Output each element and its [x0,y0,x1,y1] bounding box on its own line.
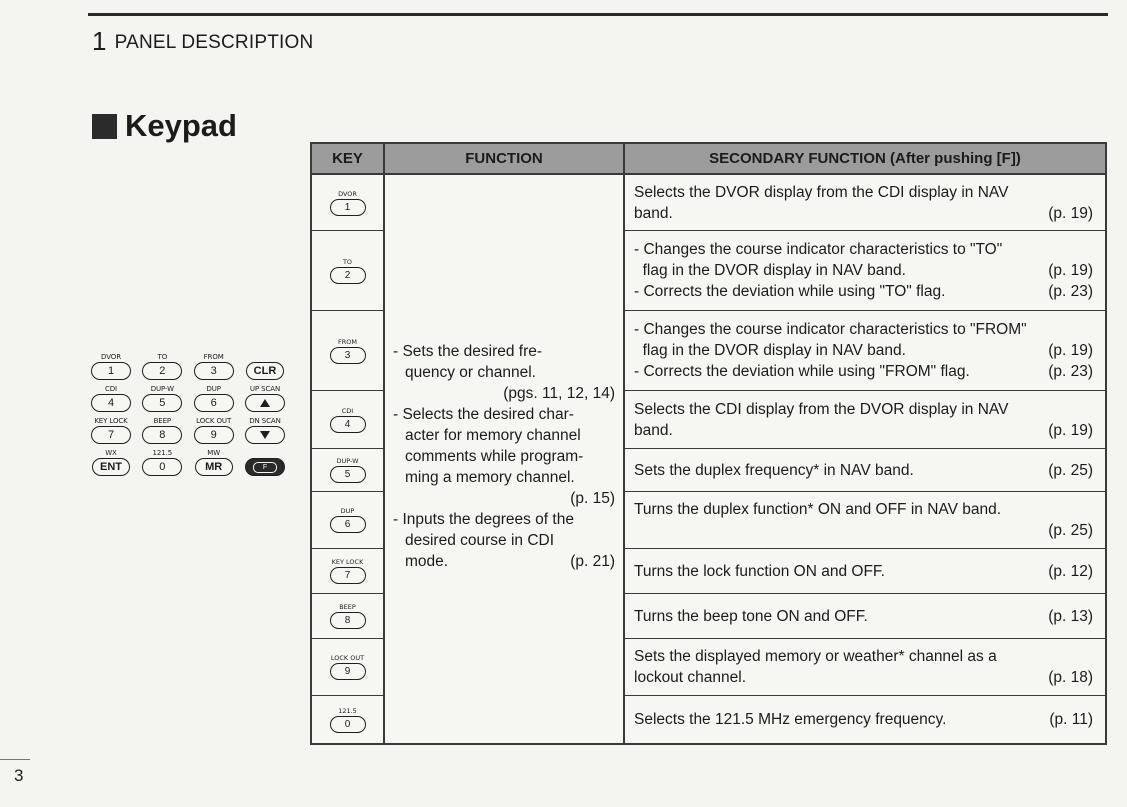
secondary-function-column [625,175,1105,743]
function-text: (p. 21) [570,553,615,570]
page-reference: (p. 11) [1049,711,1093,728]
page-reference: (p. 19) [1048,342,1093,359]
key-label: 9 [330,663,366,680]
secondary-text: lockout channel. [634,669,747,686]
secondary-text: - Corrects the deviation while using "FROM" flag. [634,363,970,380]
page-reference: (p. 19) [1048,204,1093,222]
table-body [312,175,1105,743]
key-caption: TO [342,257,353,266]
secondary-text: flag in the DVOR display in NAV band. [634,262,906,279]
function-line [393,404,615,425]
function-column [385,175,625,743]
table-row [625,231,1105,311]
secondary-text: Turns the beep tone ON and OFF. [634,607,868,625]
key-caption: DN SCAN [249,417,281,425]
function-text: (p. 15) [570,490,615,507]
secondary-text: - Changes the course indicator characteristics to "FROM" [634,321,1027,338]
key-caption: UP SCAN [249,385,281,393]
page-reference: (p. 23) [1048,363,1093,380]
page-reference: (p. 19) [1048,421,1093,439]
secondary-line [634,420,1093,441]
function-line [393,362,615,383]
table-key-cell [312,449,383,492]
key-label: 2 [330,267,366,284]
top-rule [88,13,1108,16]
keypad-key [191,448,237,476]
key-caption: BEEP [153,417,172,425]
keypad-key [88,416,134,444]
key-label: 4 [91,394,131,412]
key-caption: DUP [206,385,221,393]
key-label: 7 [91,426,131,444]
key-label: 1 [91,362,131,380]
secondary-text: Selects the DVOR display from the CDI display in NAV [634,183,1009,201]
keypad-illustration [88,352,288,480]
table-row [625,696,1105,743]
key-label: 5 [330,466,366,483]
key-label: 8 [330,612,366,629]
secondary-text: Sets the displayed memory or weather* channel as a [634,648,997,665]
table-row [625,175,1105,231]
key-label: MR [195,458,233,476]
key-caption: DVOR [338,189,357,198]
up-arrow-icon [245,394,285,412]
key-caption: MW [207,449,221,457]
key-label: 0 [330,716,366,733]
secondary-line [634,499,1093,520]
key-label: 2 [142,362,182,380]
keypad-row [88,448,288,476]
key-caption: TO [157,353,168,361]
key-caption: BEEP [339,603,356,611]
secondary-text: Selects the CDI display from the DVOR display in NAV [634,400,1009,418]
secondary-line [634,520,1093,541]
table-key-cell [312,311,383,391]
section-heading [92,108,237,144]
arrow-glyph [260,431,270,439]
function-line [393,383,615,404]
function-description [393,341,615,572]
function-text: desired course in CDI [405,532,555,549]
secondary-line [634,667,1093,688]
key-caption: WX [105,449,117,457]
key-caption: DUP-W [150,385,174,393]
key-caption: DVOR [101,353,121,361]
key-label: 4 [330,416,366,433]
page-reference: (p. 18) [1048,669,1093,686]
function-line [393,488,615,509]
key-column [312,175,385,743]
key-caption: FROM [203,353,224,361]
function-line [393,530,615,551]
arrow-glyph [260,399,270,407]
key-label: 5 [142,394,182,412]
secondary-line [634,340,1093,361]
table-row [625,594,1105,639]
secondary-line [634,203,1093,224]
down-arrow-icon [245,426,285,444]
table-key-cell [312,175,383,231]
keypad-key [191,416,237,444]
secondary-text: - Changes the course indicator characteristics to "TO" [634,241,1003,258]
keypad-row [88,416,288,444]
section-square-icon [92,114,117,139]
keypad-key [242,384,288,412]
keypad-key [139,352,185,380]
key-label: 6 [194,394,234,412]
key-caption: KEY LOCK [94,417,128,425]
function-text: ming a memory channel. [405,469,575,486]
secondary-line [634,260,1093,281]
page-reference: (p. 25) [1048,461,1093,479]
secondary-text: Turns the duplex function* ON and OFF in NAV band. [634,501,1002,518]
keypad-key [191,352,237,380]
chapter-heading [92,26,313,57]
table-header [312,144,1105,175]
keypad-key [242,352,288,380]
keypad-key [139,384,185,412]
keypad-key [242,416,288,444]
key-label: 7 [330,567,366,584]
key-label: ENT [92,458,130,476]
f-key-icon [245,458,285,476]
key-label: 3 [194,362,234,380]
header-secondary-function: SECONDARY FUNCTION (After pushing [F]) [709,150,1021,167]
function-text: - Selects the desired char- [393,406,574,423]
keypad-key [88,352,134,380]
key-caption: CDI [104,385,118,393]
function-line [393,446,615,467]
function-text: - Inputs the degrees of the [393,511,574,528]
secondary-line [634,646,1093,667]
keypad-row [88,384,288,412]
secondary-line [634,606,1093,627]
page-number: 3 [14,766,24,785]
key-label: CLR [246,362,284,380]
function-text: comments while program- [405,448,584,465]
key-caption: LOCK OUT [330,654,365,662]
key-label: 0 [142,458,182,476]
secondary-line [634,361,1093,382]
page-reference: (p. 23) [1048,283,1093,300]
table-row [625,639,1105,696]
table-key-cell [312,231,383,311]
page-reference: (p. 12) [1048,562,1093,580]
function-text: quency or channel. [405,364,536,381]
function-line [393,467,615,488]
table-row [625,492,1105,549]
key-label: 9 [194,426,234,444]
secondary-text: Turns the lock function ON and OFF. [634,562,885,580]
key-caption: DUP [340,507,355,515]
secondary-text: Sets the duplex frequency* in NAV band. [634,461,914,479]
function-line [393,551,615,572]
keypad-key [139,448,185,476]
table-key-cell [312,639,383,696]
key-caption: CDI [341,406,354,415]
function-line [393,341,615,362]
function-text: mode. [405,553,449,570]
table-key-cell [312,696,383,743]
keypad-row [88,352,288,380]
secondary-text: - Corrects the deviation while using "TO" flag. [634,283,946,300]
header-key: KEY [312,144,385,173]
table-key-cell [312,549,383,594]
secondary-line [634,399,1093,420]
key-caption: LOCK OUT [196,417,232,425]
table-row [625,449,1105,492]
page-reference: (p. 13) [1048,607,1093,625]
secondary-line [634,709,1093,730]
key-caption: 121.5 [152,449,173,457]
key-label: 3 [330,347,366,364]
keypad-key [88,384,134,412]
keypad-key [191,384,237,412]
keypad-key [88,448,134,476]
function-text: (pgs. 11, 12, 14) [503,385,615,402]
table-key-cell [312,594,383,639]
function-text: acter for memory channel [405,427,581,444]
function-text: - Sets the desired fre- [393,343,543,360]
header-function: FUNCTION [385,144,625,173]
table-row [625,549,1105,594]
secondary-text: flag in the DVOR display in NAV band. [634,342,906,359]
secondary-line [634,460,1093,481]
section-title: Keypad [125,108,237,143]
secondary-text: Selects the 121.5 MHz emergency frequency. [634,711,947,728]
secondary-line [634,182,1093,203]
keypad-key [139,416,185,444]
key-label: 8 [142,426,182,444]
key-caption: 121.5 [338,706,357,715]
keypad-key [242,448,288,476]
key-label: 6 [330,516,366,533]
function-line [393,425,615,446]
key-caption: FROM [338,337,357,346]
f-key-label: F [253,462,277,473]
key-caption: KEY LOCK [331,558,364,566]
secondary-text: band. [634,421,673,439]
secondary-line [634,561,1093,582]
function-line [393,509,615,530]
table-key-cell [312,492,383,549]
secondary-text: band. [634,204,673,222]
page-reference: (p. 25) [1048,522,1093,539]
secondary-line [634,281,1093,302]
table-row [625,311,1105,391]
chapter-title: PANEL DESCRIPTION [114,32,314,53]
key-label: 1 [330,199,366,216]
page-rule [0,759,30,760]
secondary-line [634,239,1093,260]
key-caption: DUP-W [336,457,359,465]
table-row [625,391,1105,449]
keypad-function-table [310,142,1107,745]
secondary-line [634,319,1093,340]
chapter-number: 1 [92,26,107,56]
page-reference: (p. 19) [1048,262,1093,279]
table-key-cell [312,391,383,449]
